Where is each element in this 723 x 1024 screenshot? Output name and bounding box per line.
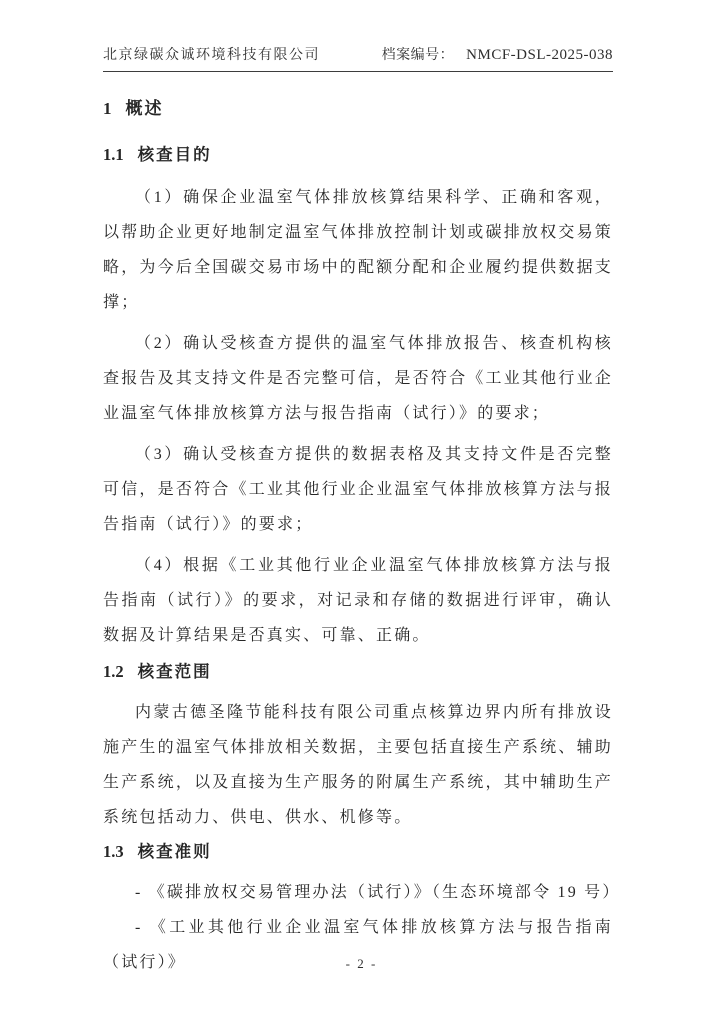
section-title: 核查准则: [137, 842, 212, 861]
paragraph-1-1-item-1: （1）确保企业温室气体排放核算结果科学、正确和客观，以帮助企业更好地制定温室气体排放控制计划或碳排放权交易策略，为今后全国碳交易市场中的配额分配和企业履约提供数据支撑；: [103, 189, 613, 311]
section-heading-1-2: [103, 661, 613, 683]
paragraph-1-1-item-3: （3）确认受核查方提供的数据表格及其支持文件是否完整可信，是否符合《工业其他行业企业温室气体排放核算方法与报告指南（试行）》的要求；: [103, 446, 613, 533]
paragraph-1-1-item-4: （4）根据《工业其他行业企业温室气体排放核算方法与报告指南（试行）》的要求，对记录和存储的数据进行评审，确认数据及计算结果是否真实、可靠、正确。: [103, 557, 613, 644]
criteria-item-1: - 《碳排放权交易管理办法（试行）》（生态环境部令 19 号）: [135, 884, 621, 901]
file-number: [382, 44, 613, 64]
section-heading-1-3: [103, 841, 613, 863]
section-number: 1.3: [103, 842, 124, 861]
company-name: 北京绿碳众诚环境科技有限公司: [103, 48, 320, 63]
criteria-item-2: - 《工业其他行业企业温室气体排放核算方法与报告指南（试行）》: [103, 919, 613, 971]
section-number: 1.1: [103, 145, 124, 164]
page-header: [103, 44, 613, 72]
section-heading-overview: [103, 98, 613, 120]
file-number-value: NMCF-DSL-2025-038: [466, 47, 613, 63]
section-title: 核查范围: [137, 662, 212, 681]
paragraph-1-2-scope: 内蒙古德圣隆节能科技有限公司重点核算边界内所有排放设施产生的温室气体排放相关数据，主要包括直接生产系统、辅助生产系统，以及直接为生产服务的附属生产系统，其中辅助生产系统包括动力、供电、供水、机修等。: [103, 704, 613, 826]
section-title: 概述: [125, 99, 164, 118]
section-number: 1.2: [103, 662, 124, 681]
paragraph-1-1-item-2: （2）确认受核查方提供的温室气体排放报告、核查机构核查报告及其支持文件是否完整可信，是否符合《工业其他行业企业温室气体排放核算方法与报告指南（试行）》的要求；: [103, 335, 613, 422]
file-number-label: 档案编号：: [381, 48, 455, 63]
section-number: 1: [103, 99, 112, 118]
page-footer: [0, 956, 723, 972]
page-number: - 2 -: [345, 956, 378, 971]
section-title: 核查目的: [137, 145, 212, 164]
section-heading-1-1: [103, 144, 613, 166]
